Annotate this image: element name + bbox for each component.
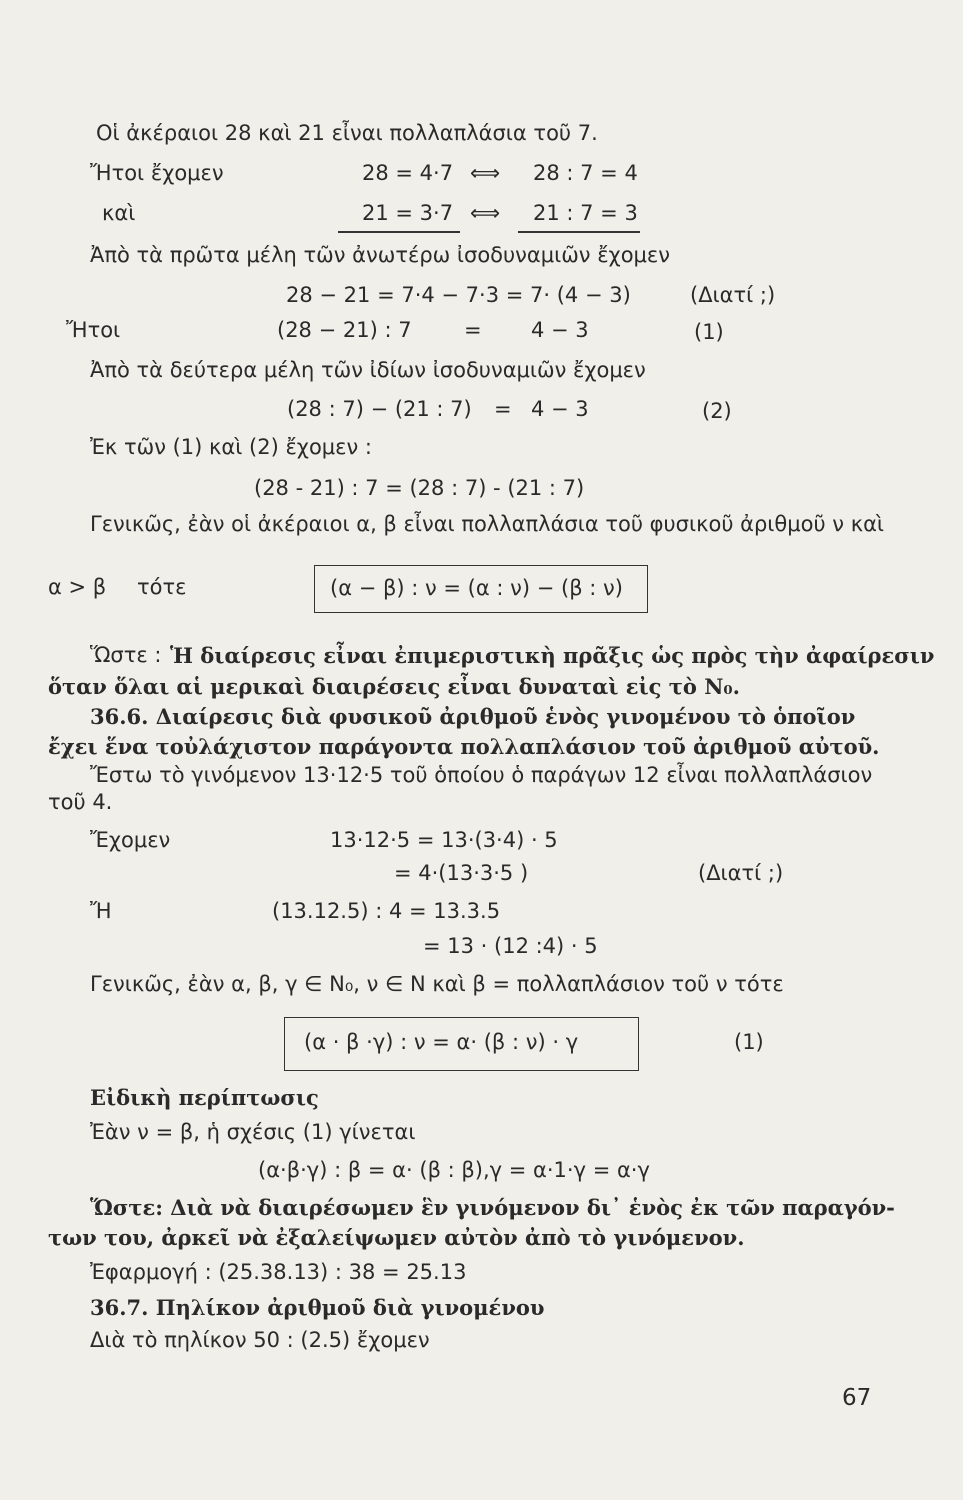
equation: 28 − 21 = 7·4 − 7·3 = 7· (4 − 3) — [286, 283, 631, 307]
underline-rule — [518, 231, 640, 233]
subsection-heading: Εἰδικὴ περίπτωσις — [90, 1085, 319, 1110]
equation-label: (1) — [694, 320, 724, 344]
bold-statement: των του, ἀρκεῖ νὰ ἐξαλείψωμεν αὐτὸν ἀπὸ τὸ γινόμενον. — [48, 1225, 745, 1250]
equation: 13·12·5 = 13·(3·4) · 5 — [330, 828, 558, 852]
text-line: Ὥστε : — [90, 643, 162, 667]
text-line: Οἱ ἀκέραιοι 28 καὶ 21 εἶναι πολλαπλάσια τοῦ 7. — [96, 121, 598, 145]
equation: (13.12.5) : 4 = 13.3.5 — [272, 899, 501, 923]
equation: = 13 · (12 :4) · 5 — [423, 934, 598, 958]
equation: 21 = 3·7 — [362, 201, 454, 225]
equation: 4 − 3 — [531, 397, 589, 421]
equivalence-symbol: ⟺ — [470, 161, 501, 185]
text-line: Γενικῶς, ἐὰν οἱ ἀκέραιοι α, β εἶναι πολλαπλάσια τοῦ φυσικοῦ ἀριθμοῦ ν καὶ — [90, 512, 885, 536]
text-line: Ἤ — [90, 899, 112, 923]
equation: 28 = 4·7 — [362, 161, 454, 185]
equation: 4 − 3 — [531, 318, 589, 342]
text-line: Γενικῶς, ἐὰν α, β, γ ∈ N₀, ν ∈ N καὶ β = πολλαπλάσιον τοῦ ν τότε — [90, 972, 784, 996]
bold-statement: ὅταν ὅλαι αἱ μερικαὶ διαιρέσεις εἶναι δυναταὶ εἰς τὸ N₀. — [48, 674, 740, 699]
text-line: Ἔχομεν — [90, 828, 171, 852]
equivalence-symbol: ⟺ — [470, 201, 501, 225]
equals-sign: = — [494, 397, 512, 421]
section-heading: ἔχει ἕνα τοὐλάχιστον παράγοντα πολλαπλάσιον τοῦ ἀριθμοῦ αὐτοῦ. — [48, 734, 880, 759]
equation: (28 : 7) − (21 : 7) — [287, 397, 472, 421]
equation: (28 − 21) : 7 — [277, 318, 412, 342]
text-line: τότε — [137, 575, 187, 599]
remark: (Διατί ;) — [690, 283, 776, 307]
text-line: καὶ — [102, 201, 136, 225]
text-line: Ἀπὸ τὰ πρῶτα μέλη τῶν ἀνωτέρω ἰσοδυναμιῶν ἔχομεν — [90, 243, 670, 267]
bold-statement: Ὥστε: Διὰ νὰ διαιρέσωμεν ἓν γινόμενον δι᾽ ἑνὸς ἐκ τῶν παραγόν- — [90, 1195, 895, 1220]
equals-sign: = — [464, 318, 482, 342]
underline-rule — [338, 231, 460, 233]
text-line: Ἔστω τὸ γινόμενον 13·12·5 τοῦ ὁποίου ὁ παράγων 12 εἶναι πολλαπλάσιον — [90, 763, 873, 787]
equation: = 4·(13·3·5 ) — [394, 861, 529, 885]
remark: (Διατί ;) — [698, 861, 784, 885]
equation-label: (1) — [734, 1030, 764, 1054]
section-heading: 36.7. Πηλίκον ἀριθμοῦ διὰ γινομένου — [90, 1295, 545, 1320]
text-line: Ἐφαρμογή : (25.38.13) : 38 = 25.13 — [90, 1260, 467, 1284]
text-line: Ἐὰν ν = β, ἡ σχέσις (1) γίνεται — [90, 1120, 416, 1144]
text-line: Ἤτοι ἔχομεν — [90, 161, 224, 185]
equation: 28 : 7 = 4 — [533, 161, 638, 185]
text-line: Ἀπὸ τὰ δεύτερα μέλη τῶν ἰδίων ἰσοδυναμιῶν ἔχομεν — [90, 358, 646, 382]
equation: (α·β·γ) : β = α· (β : β),γ = α·1·γ = α·γ — [258, 1158, 650, 1182]
equation: (α · β ·γ) : ν = α· (β : ν) · γ — [304, 1030, 579, 1054]
text-line: Ἤτοι — [66, 318, 121, 342]
equation: (α − β) : ν = (α : ν) − (β : ν) — [330, 576, 623, 600]
text-line: Ἐκ τῶν (1) καὶ (2) ἔχομεν : — [90, 435, 372, 459]
section-heading: 36.6. Διαίρεσις διὰ φυσικοῦ ἀριθμοῦ ἑνὸς γινομένου τὸ ὁποῖον — [90, 704, 856, 729]
bold-statement: Ἡ διαίρεσις εἶναι ἐπιμεριστικὴ πρᾶξις ὡς πρὸς τὴν ἀφαίρεσιν — [170, 643, 935, 668]
text-line: Διὰ τὸ πηλίκον 50 : (2.5) ἔχομεν — [90, 1328, 430, 1352]
equation: (28 - 21) : 7 = (28 : 7) - (21 : 7) — [254, 476, 585, 500]
text-line: τοῦ 4. — [48, 790, 113, 814]
equation: 21 : 7 = 3 — [533, 201, 638, 225]
page-number: 67 — [842, 1385, 872, 1411]
equation-label: (2) — [702, 399, 732, 423]
text-line: α > β — [48, 575, 107, 599]
